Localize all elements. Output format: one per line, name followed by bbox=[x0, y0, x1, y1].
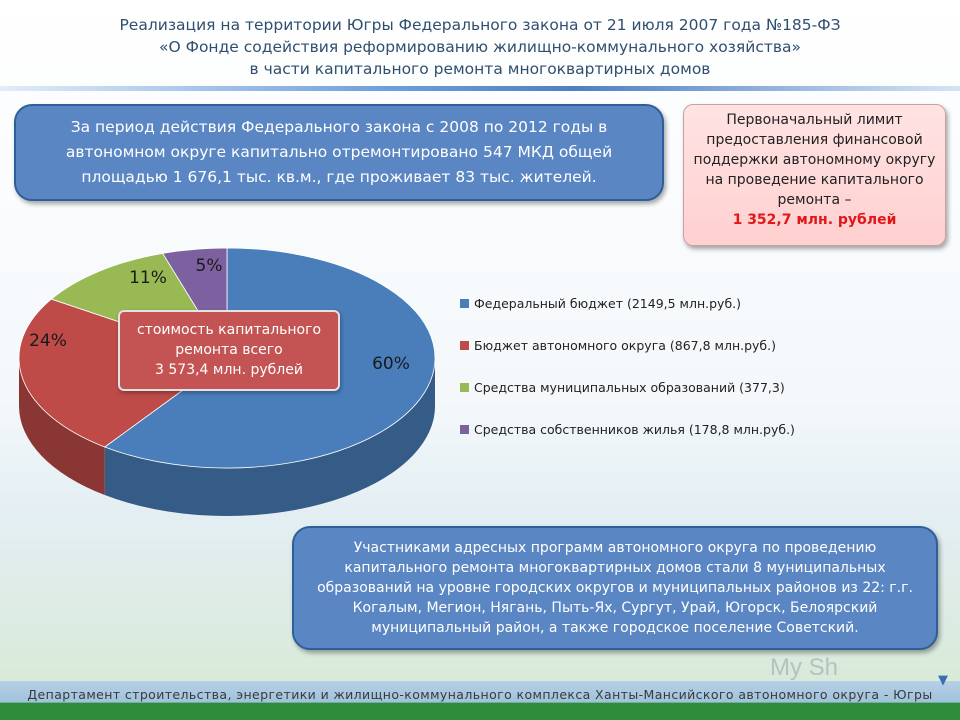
pie-label-1: 24% bbox=[29, 331, 67, 351]
total-cost-box bbox=[118, 310, 340, 391]
pie-label-0: 60% bbox=[372, 354, 410, 374]
program-participants-box bbox=[292, 526, 938, 650]
legend-swatch-0 bbox=[460, 299, 469, 308]
legend-label-1: Бюджет автономного округа (867,8 млн.руб.) bbox=[474, 338, 776, 353]
initial-limit-text: Первоначальный лимит предоставления финансовой поддержки автономному округу на проведение капитального ремонта – bbox=[693, 112, 936, 208]
legend-swatch-2 bbox=[460, 383, 469, 392]
total-cost-amount: 3 573,4 млн. рублей bbox=[155, 362, 303, 378]
watermark-logo: My Sh bbox=[770, 654, 839, 681]
period-summary-text: За период действия Федерального закона с 2008 по 2012 годы в автономном округе капитально отремонтировано 547 МКД общей площадью 1 676,1 тыс. кв.м., где проживает 83 тыс. жителей. bbox=[65, 118, 613, 186]
footer-text: Департамент строительства, энергетики и жилищно-коммунального комплекса Ханты-Мансийского автономного округа - Югры bbox=[27, 687, 933, 702]
title-line-1: Реализация на территории Югры Федерального закона от 21 июля 2007 года №185-ФЗ bbox=[119, 16, 841, 34]
legend-label-2: Средства муниципальных образований (377,3) bbox=[474, 380, 785, 395]
program-participants-text: Участниками адресных программ автономного округа по проведению капитального ремонта многоквартирных домов стали 8 муниципальных образований на уровне городских округов и муниципальных районов из 22: г.г. Когалым, Мегион, Нягань, Пыть-Ях, Сургут, Урай, Югорск, Белоярский муниципальный район, а также городское поселение Советский. bbox=[317, 540, 913, 636]
legend-swatch-3 bbox=[460, 425, 469, 434]
initial-limit-amount: 1 352,7 млн. рублей bbox=[732, 212, 897, 228]
legend-label-3: Средства собственников жилья (178,8 млн.руб.) bbox=[474, 422, 795, 437]
emblem-icon: ▼ bbox=[938, 673, 948, 688]
total-cost-line-2: ремонта всего bbox=[175, 342, 283, 358]
title-line-3: в части капитального ремонта многоквартирных домов bbox=[249, 60, 711, 78]
legend-label-0: Федеральный бюджет (2149,5 млн.руб.) bbox=[474, 296, 741, 311]
pie-label-2: 11% bbox=[129, 268, 167, 288]
title-line-2: «О Фонде содействия реформированию жилищно-коммунального хозяйства» bbox=[159, 38, 801, 56]
pie-label-3: 5% bbox=[195, 256, 223, 276]
legend-swatch-1 bbox=[460, 341, 469, 350]
total-cost-line-1: стоимость капитального bbox=[136, 322, 322, 338]
